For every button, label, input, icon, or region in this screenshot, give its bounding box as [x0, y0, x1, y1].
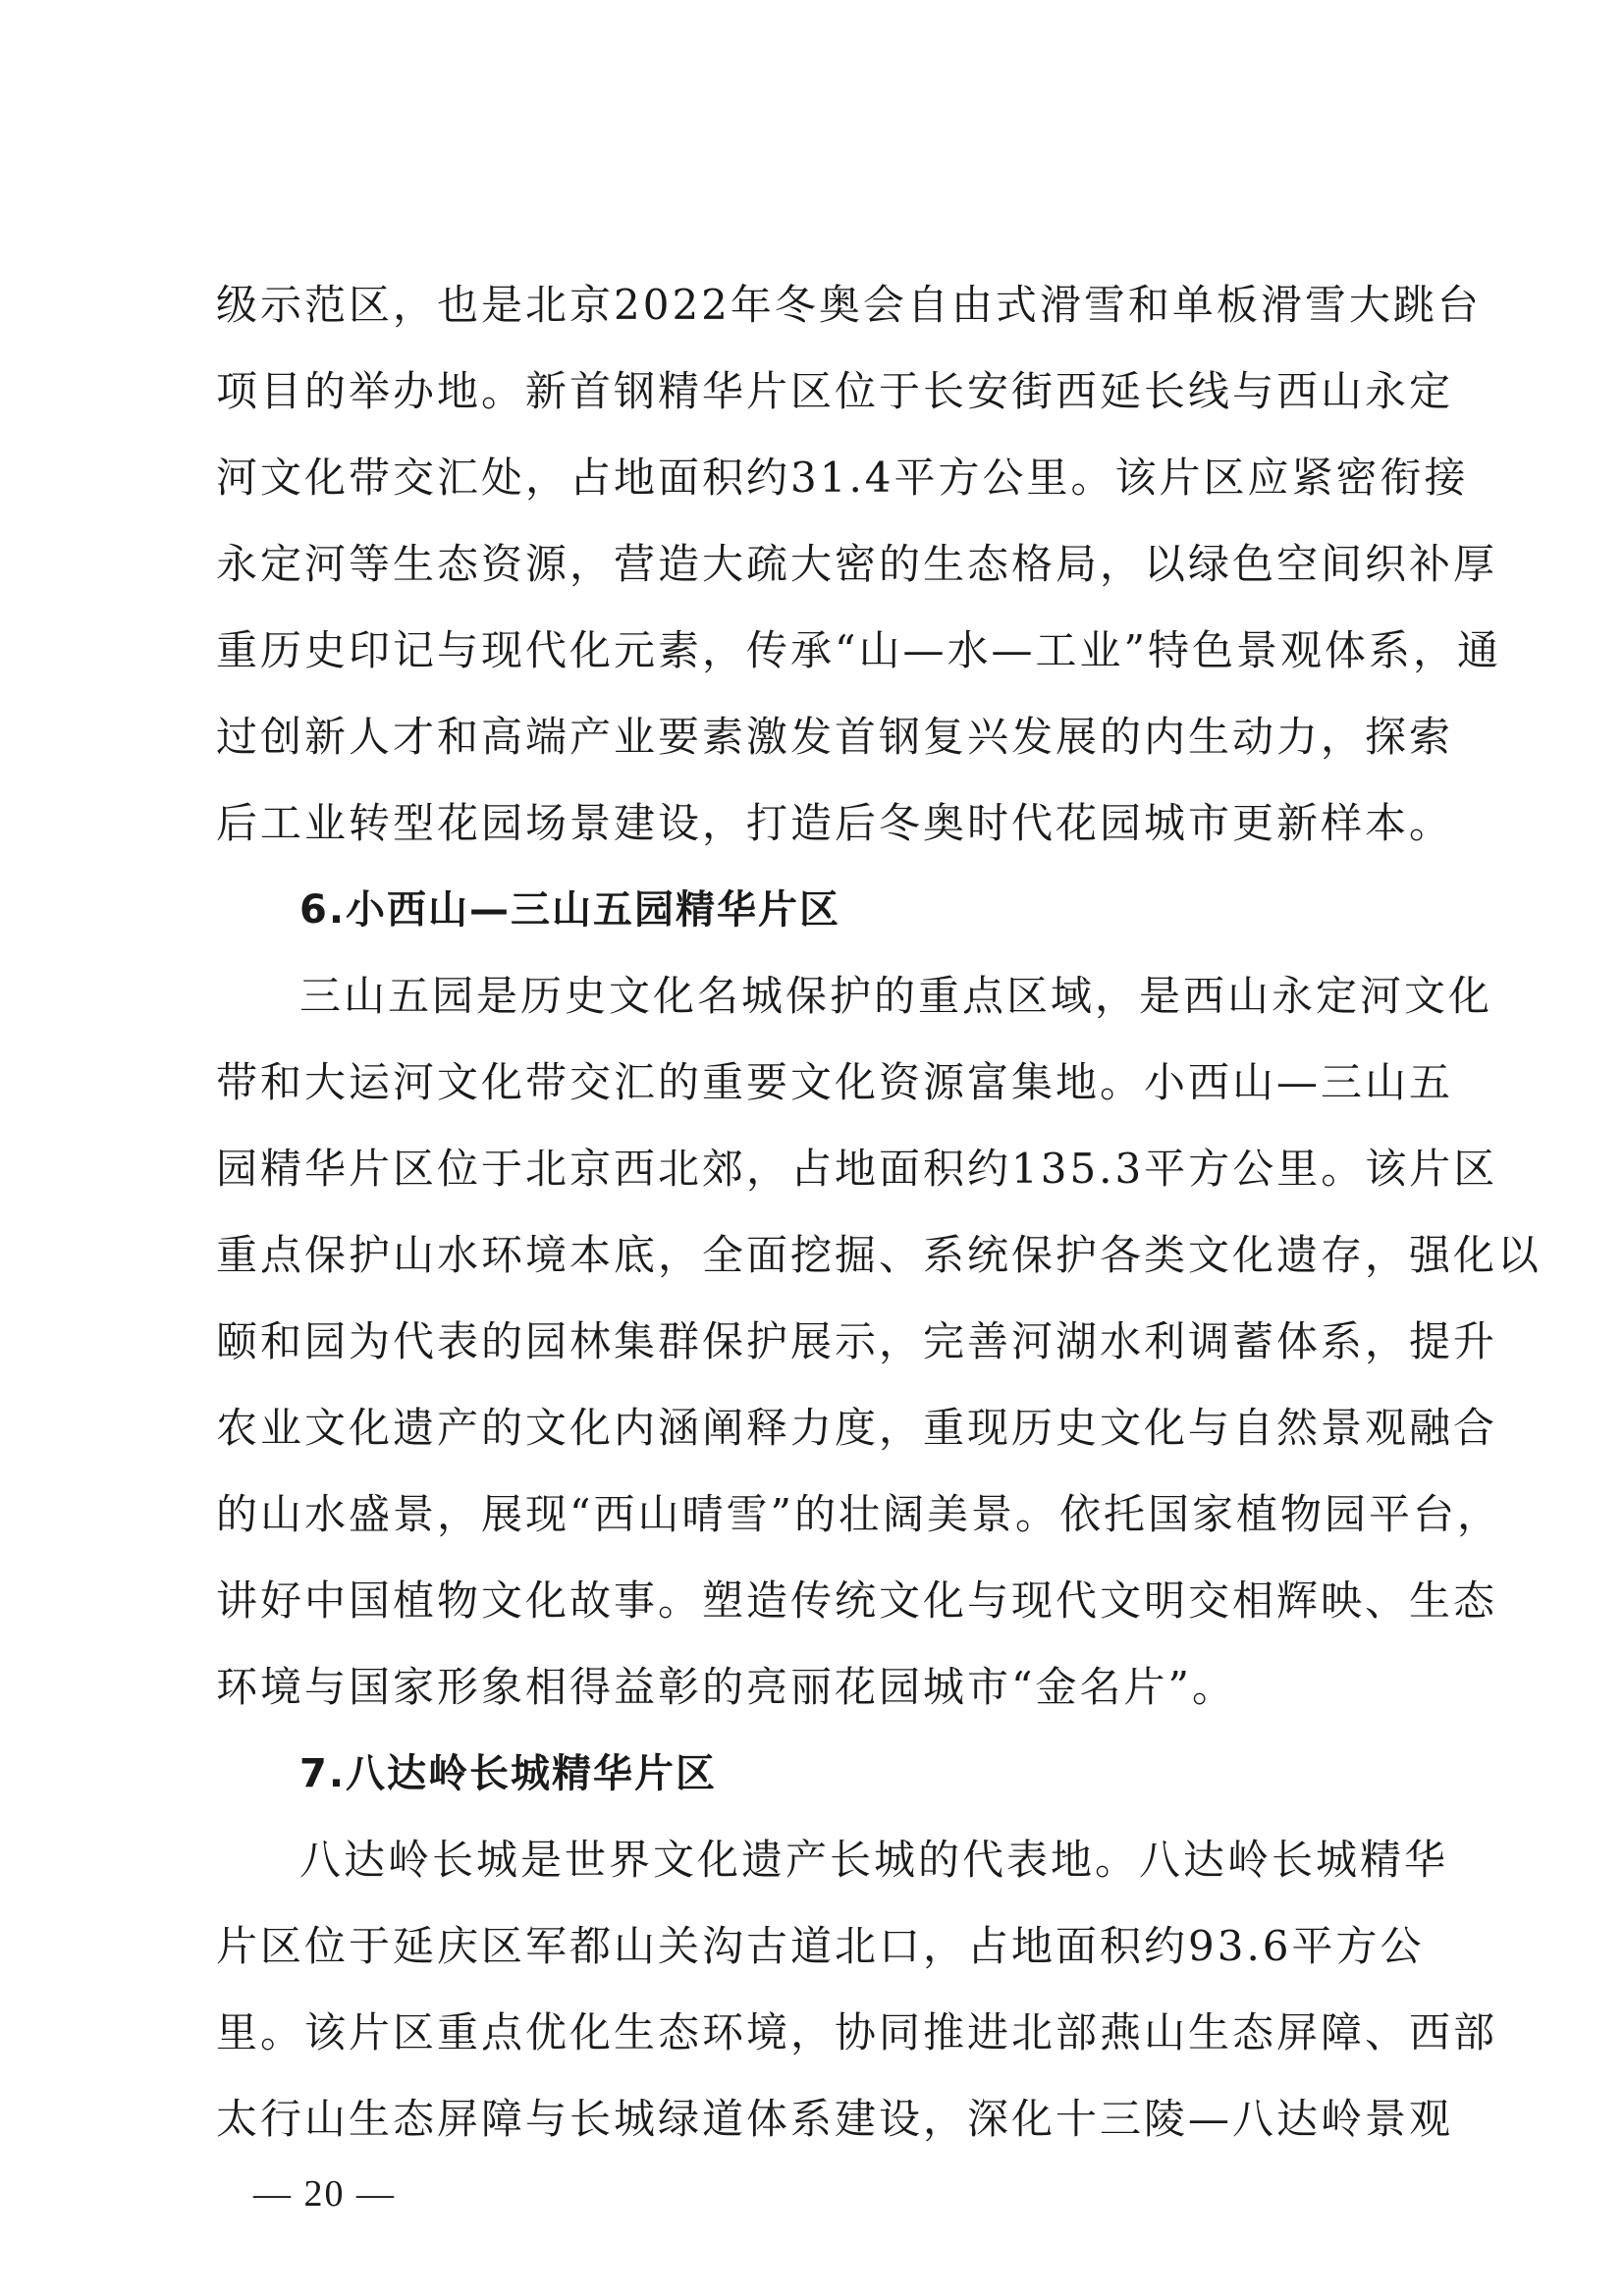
paragraph-line: 带和大运河文化带交汇的重要文化资源富集地。小西山—三山五: [216, 1058, 1454, 1106]
paragraph-line: 太行山生态屏障与长城绿道体系建设，深化十三陵—八达岭景观: [216, 2095, 1454, 2143]
paragraph-line: 级示范区，也是北京2022年冬奥会自由式滑雪和单板滑雪大跳台: [216, 281, 1482, 329]
paragraph-line: 重点保护山水环境本底，全面挖掘、系统保护各类文化遗存，强化以: [216, 1231, 1543, 1279]
paragraph-line: 片区位于延庆区军都山关沟古道北口，占地面积约93.6平方公: [216, 1922, 1425, 1970]
paragraph-line: 园精华片区位于北京西北郊，占地面积约135.3平方公里。该片区: [216, 1145, 1498, 1193]
section-heading: 6.小西山—三山五园精华片区: [299, 887, 841, 933]
paragraph-line: 后工业转型花园场景建设，打造后冬奥时代花园城市更新样本。: [216, 799, 1454, 847]
paragraph-line: 的山水盛景，展现“西山晴雪”的壮阔美景。依托国家植物园平台，: [216, 1490, 1501, 1538]
paragraph-line: 颐和园为代表的园林集群保护展示，完善河湖水利调蓄体系，提升: [216, 1317, 1498, 1365]
paragraph-line: 环境与国家形象相得益彰的亮丽花园城市“金名片”。: [216, 1663, 1236, 1711]
paragraph-line: 重历史印记与现代化元素，传承“山—水—工业”特色景观体系，通: [216, 626, 1501, 674]
paragraph-line: 永定河等生态资源，营造大疏大密的生态格局，以绿色空间织补厚: [216, 540, 1498, 588]
paragraph-line: 三山五园是历史文化名城保护的重点区域，是西山永定河文化: [299, 972, 1493, 1020]
paragraph-line: 八达岭长城是世界文化遗产长城的代表地。八达岭长城精华: [299, 1836, 1449, 1884]
paragraph-line: 河文化带交汇处，占地面积约31.4平方公里。该片区应紧密衔接: [216, 454, 1469, 502]
paragraph-line: 项目的举办地。新首钢精华片区位于长安街西延长线与西山永定: [216, 367, 1454, 415]
paragraph-line: 讲好中国植物文化故事。塑造传统文化与现代文明交相辉映、生态: [216, 1576, 1498, 1625]
page-number: — 20 —: [253, 2173, 396, 2215]
paragraph-line: 里。该片区重点优化生态环境，协同推进北部燕山生态屏障、西部: [216, 2008, 1498, 2056]
section-heading: 7.八达岭长城精华片区: [299, 1751, 718, 1796]
paragraph-line: 农业文化遗产的文化内涵阐释力度，重现历史文化与自然景观融合: [216, 1404, 1498, 1452]
paragraph-line: 过创新人才和高端产业要素激发首钢复兴发展的内生动力，探索: [216, 713, 1454, 761]
